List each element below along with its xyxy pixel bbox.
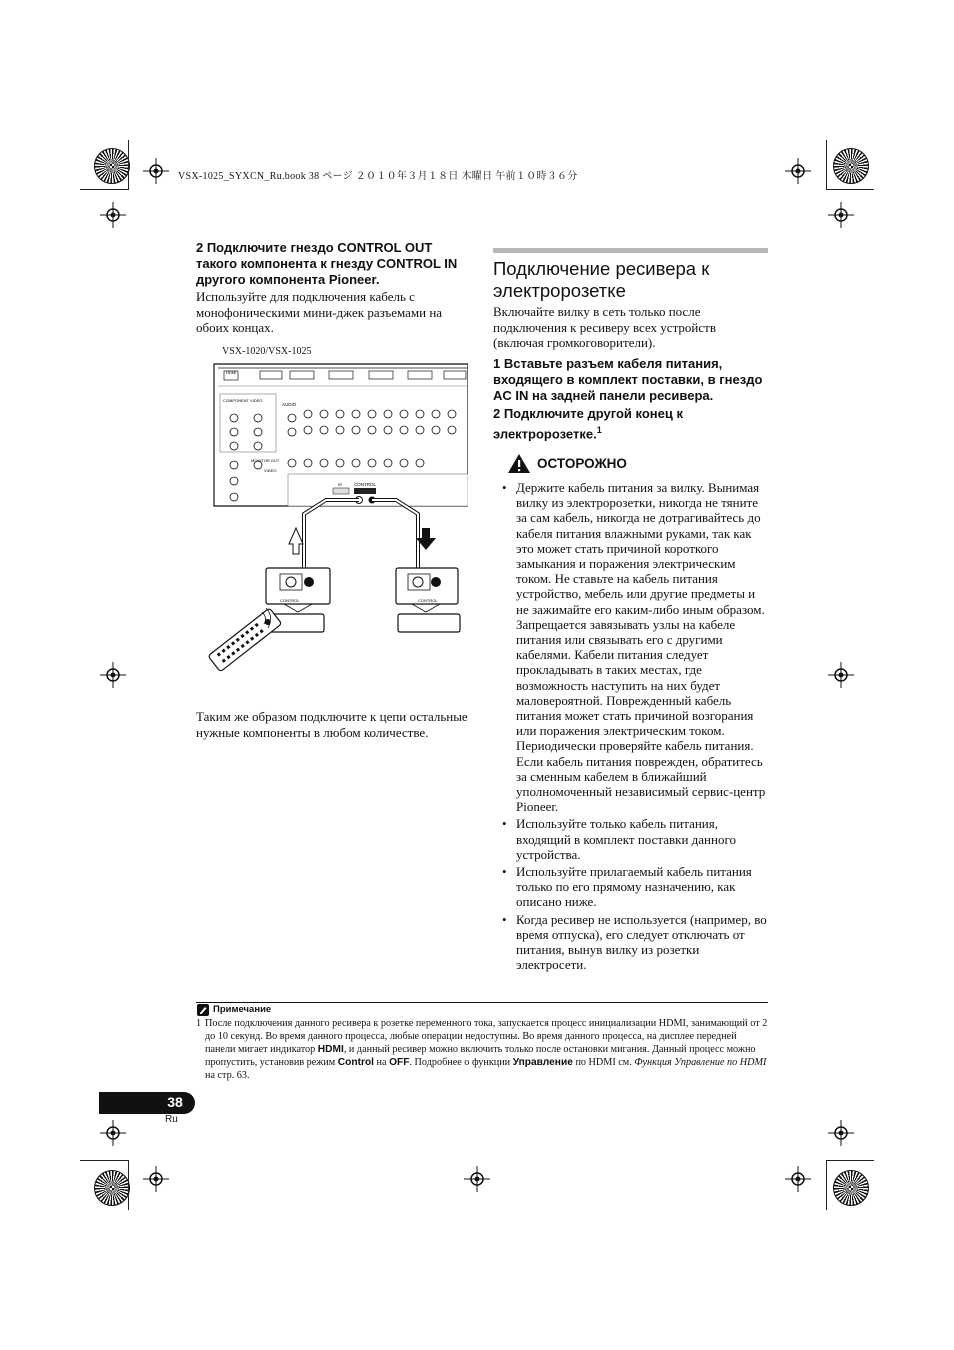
footnote-ref: 1 — [596, 425, 602, 435]
audio-label: AUDIO — [282, 402, 297, 407]
figure-model-label: VSX-1020/VSX-1025 — [222, 346, 312, 357]
page-language: Ru — [165, 1114, 178, 1125]
component-video-label: COMPONENT VIDEO — [223, 398, 263, 403]
list-item: • Используйте прилагаемый кабель питания только по его прямому назначению, как описано ниже. — [493, 864, 768, 910]
crosshair-icon — [143, 1166, 169, 1192]
step2-instruction — [493, 406, 768, 442]
footnote-off: OFF — [389, 1057, 410, 1068]
registration-disc-bottom-left — [94, 1170, 130, 1206]
caution-heading — [507, 452, 627, 474]
hdmi-label: HDMI — [226, 370, 237, 375]
crosshair-icon — [828, 202, 854, 228]
crosshair-icon — [464, 1166, 490, 1192]
footnote-text: После подключения данного ресивера к розетке переменного тока, запускается процесс инициализации HDMI, занимающий от 2 до 10 секунд. Во время данного процесса, любые операции недоступны. Во время данного процесса, на дисплее передней панели мигает индикатор — [205, 1018, 768, 1055]
caution-label: ОСТОРОЖНО — [537, 455, 627, 471]
control-connection-diagram — [196, 356, 468, 702]
crosshair-icon — [100, 202, 126, 228]
footnote-cross-ref: Функция Управление по HDMI — [634, 1057, 767, 1068]
ir-label: IR — [338, 482, 342, 487]
footnote-number: 1 — [196, 1018, 202, 1029]
running-header: VSX-1025_SYXCN_Ru.book 38 ページ ２０１０年３月１８日 木曜日 午前１０時３６分 — [178, 171, 578, 182]
step2-body: Используйте для подключения кабель с монофоническими мини-джек разъемами на обоих концах. — [196, 289, 443, 335]
crosshair-icon — [785, 158, 811, 184]
closing-paragraph: Таким же образом подключите к цепи остальные нужные компоненты в любом количестве. — [196, 709, 468, 740]
video-label: VIDEO — [264, 468, 277, 473]
crosshair-icon — [785, 1166, 811, 1192]
footnote — [196, 1017, 768, 1082]
note-title: Примечание — [213, 1004, 272, 1015]
footnote-text: по HDMI см. — [572, 1057, 635, 1068]
caution-list — [493, 480, 768, 975]
crosshair-icon — [828, 662, 854, 688]
step2-title: 2 Подключите гнездо CONTROL OUT такого компонента к гнезду CONTROL IN другого компонента Pioneer. — [196, 240, 458, 287]
section-title: Подключение ресивера к электророзетке — [493, 258, 710, 301]
footnote-text: на стр. 63. — [205, 1070, 250, 1081]
footnote-control: Control — [337, 1057, 374, 1068]
step2-instruction-text: 2 Подключите другой конец к электророзетке. — [493, 406, 683, 442]
crosshair-icon — [828, 1120, 854, 1146]
page-number-tab — [99, 1092, 195, 1114]
crosshair-icon — [100, 662, 126, 688]
footnote-text: , и данный ресивер можно включить только после остановки мигания. Данный процесс можно пропустить, установив режим — [205, 1044, 756, 1068]
section-divider-bar — [493, 248, 768, 253]
crosshair-icon — [100, 1120, 126, 1146]
registration-disc-top-right — [833, 148, 869, 184]
list-item: • Когда ресивер не используется (например, во время отпуска), его следует отключать от питания, вынув вилку из розетки электросети. — [493, 912, 768, 973]
warning-icon — [507, 453, 531, 474]
footnote-hdmi: HDMI — [317, 1044, 344, 1055]
page-number: 38 — [167, 1094, 183, 1110]
intro-paragraph: Включайте вилку в сеть только после подключения к ресиверу всех устройств (включая громкоговорители). — [493, 304, 716, 350]
control-label: CONTROL — [354, 482, 377, 487]
footnote-upravlenie: Управление — [512, 1057, 573, 1068]
note-pencil-icon — [197, 1004, 209, 1016]
list-item: • Используйте только кабель питания, входящий в комплект поставки данного устройства. — [493, 816, 768, 862]
control-small-label-1: CONTROL — [280, 598, 300, 603]
step1-instruction: 1 Вставьте разъем кабеля питания, входящего в комплект поставки, в гнездо AC IN на задней панели ресивера. — [493, 356, 763, 403]
registration-disc-bottom-right — [833, 1170, 869, 1206]
crosshair-icon — [143, 158, 169, 184]
registration-disc-top-left — [94, 148, 130, 184]
list-item: • Держите кабель питания за вилку. Вынимая вилку из электророзетки, никогда не тяните за сам кабель, никогда не дотрагивайтесь до кабеля питания влажными руками, так как это может стать причиной короткого замыкания и поражения электрическим током. Не ставьте на кабель питания устройство, мебель или другие предметы и не зажимайте его каким-либо иным образом. Запрещается завязывать узлы на кабеле питания или связывать его с другими кабелями. Кабели питания следует прокладывать в таких местах, где возможность наступить на них будет маловероятной. Поврежденный кабель питания может стать причиной возгорания или поражения электрическим током. Периодически проверяйте кабель питания. Если кабель питания поврежден, обратитесь за сменным кабелем в ближайший уполномоченный независимый сервис-центр Pioneer. — [493, 480, 768, 814]
monitor-out-label: MONITOR OUT — [251, 458, 280, 463]
footnote-text: . Подробнее о функции — [409, 1057, 513, 1068]
note-rule — [196, 1002, 768, 1003]
control-small-label-2: CONTROL — [418, 598, 438, 603]
footnote-text: на — [374, 1057, 390, 1068]
footnote-body — [196, 1017, 768, 1082]
